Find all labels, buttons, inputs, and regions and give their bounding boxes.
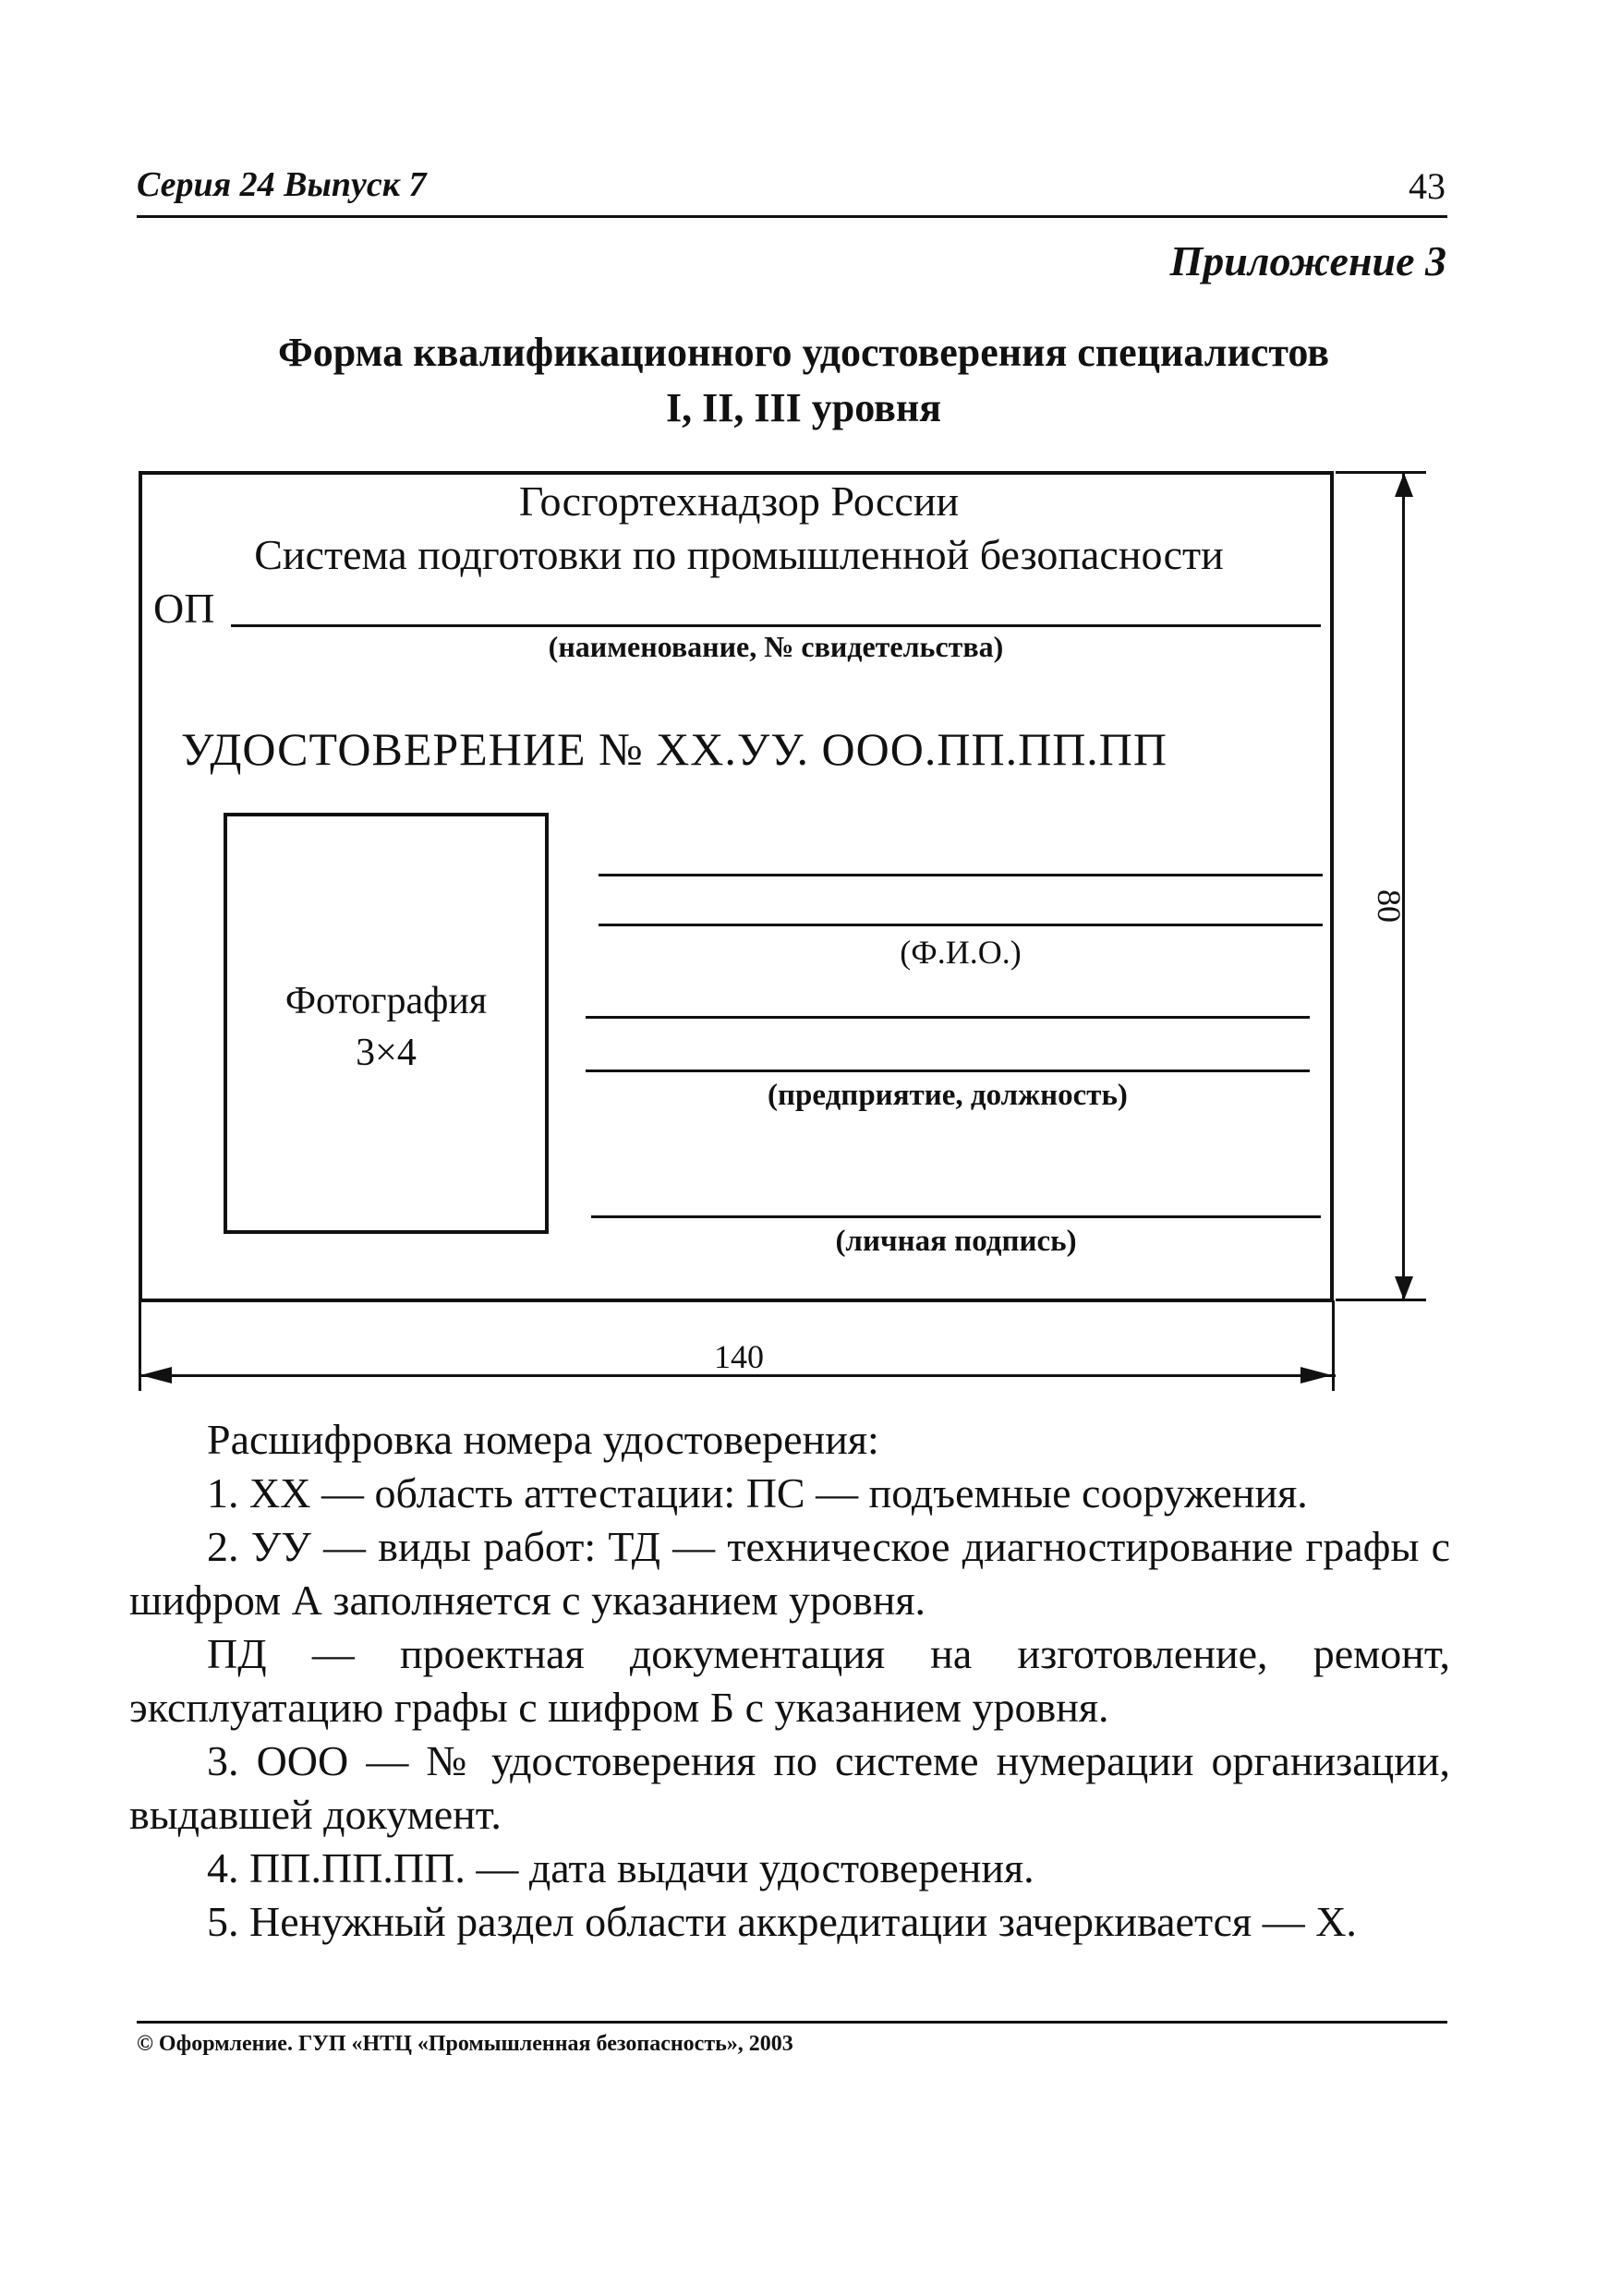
footer-divider [137,2021,1447,2024]
title-line-1: Форма квалификационного удостоверения специалистов [277,330,1330,375]
form-op-label: ОП [153,585,215,632]
op-caption: (наименование, № свидетельства) [548,630,1004,663]
decoding-section [129,1413,1450,1949]
arrow-up-icon [1393,473,1415,499]
photo-label [224,975,549,1079]
form-system: Система подготовки по промышленной безопасности [254,531,1224,578]
photo-title: Фотография [284,980,488,1022]
width-ext-right [1332,1300,1335,1391]
form-authority: Госгортехнадзор России [518,477,960,525]
decoding-item: 3. ООО — № удостоверения по системе нумерации организации, выдавшей документ. [129,1737,1450,1838]
position-caption: (предприятие, должность) [768,1079,1128,1112]
width-dimension-label: 140 [714,1338,764,1375]
arrow-left-icon [140,1365,174,1385]
decoding-item: 2. УУ — виды работ: ТД — техническое диагностирование графы с шифром А заполняется с указанием уровня. [129,1523,1450,1624]
arrow-down-icon [1393,1275,1415,1300]
fio-fill-line-2 [599,924,1323,926]
decoding-item: ПД — проектная документация на изготовление, ремонт, эксплуатацию графы с шифром Б с указанием уровня. [129,1630,1450,1731]
title-line-2: I, II, III уровня [665,385,942,430]
page-number: 43 [1409,165,1446,207]
appendix-label: Приложение 3 [1169,237,1446,284]
signature-caption: (личная подпись) [835,1225,1077,1258]
document-title [185,325,1422,436]
decoding-item: 4. ПП.ПП.ПП. — дата выдачи удостоверения. [207,1844,1034,1891]
op-fill-line [231,624,1321,627]
photo-size: 3×4 [356,1032,417,1074]
fio-fill-line-1 [599,874,1323,876]
signature-fill-line [591,1215,1321,1218]
decoding-item: 5. Ненужный раздел области аккредитации зачеркивается — Х. [207,1898,1357,1945]
certificate-number: УДОСТОВЕРЕНИЕ № ХХ.УУ. ООО.ПП.ПП.ПП [180,723,1168,775]
height-dimension-line [1402,473,1405,1300]
height-dimension-label: 80 [1371,889,1408,923]
position-fill-line-1 [586,1016,1310,1019]
position-fill-line-2 [586,1069,1310,1072]
copyright-footer: © Оформление. ГУП «НТЦ «Промышленная безопасность», 2003 [137,2032,793,2056]
arrow-right-icon [1299,1365,1332,1385]
header-divider [137,215,1447,218]
decoding-item: 1. ХХ — область аттестации: ПС — подъемные сооружения. [207,1469,1308,1517]
fio-caption: (Ф.И.О.) [900,934,1022,971]
decoding-heading: Расшифровка номера удостоверения: [207,1416,879,1463]
series-label: Серия 24 Выпуск 7 [137,165,427,204]
